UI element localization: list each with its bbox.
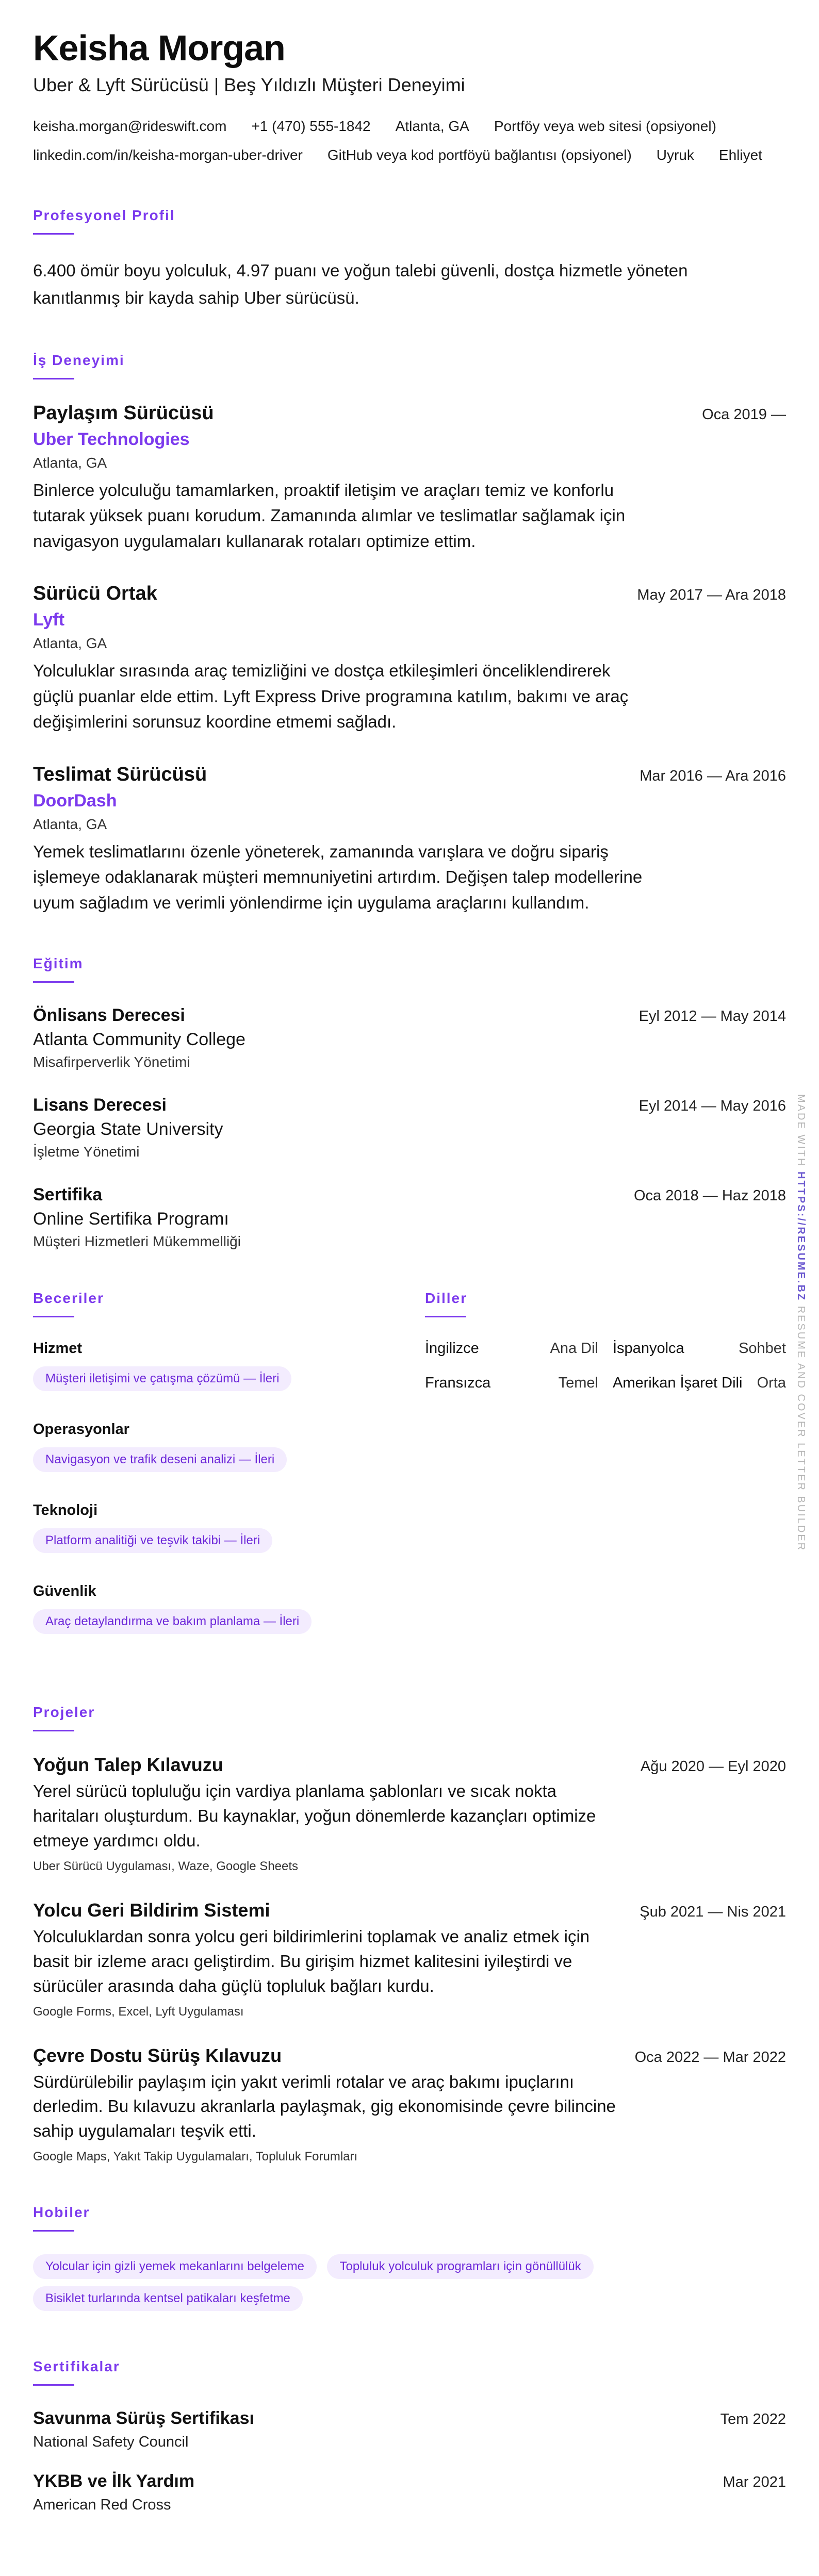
education-dates: Oca 2018 — Haz 2018 [633, 1187, 786, 1204]
profile-section [33, 207, 786, 312]
hobby-pill: Bisiklet turlarında kentsel patikaları keşfetme [33, 2286, 303, 2311]
experience-section [33, 352, 786, 916]
contact-nationality: Uyruk [656, 147, 694, 163]
contact-location: Atlanta, GA [395, 118, 469, 135]
language-name: Fransızca [425, 1375, 491, 1392]
language-level: Ana Dil [550, 1340, 598, 1357]
certifications-section [33, 2358, 786, 2514]
projects-section [33, 1704, 786, 2164]
skill-group-title: Teknoloji [33, 1502, 98, 1519]
section-title: Projeler [33, 1704, 95, 1721]
project-name: Çevre Dostu Sürüş Kılavuzu [33, 2044, 282, 2066]
language-name: İngilizce [425, 1340, 479, 1357]
language-level: Sohbet [739, 1340, 786, 1357]
job-dates: May 2017 — Ara 2018 [637, 587, 786, 604]
builder-credit [795, 1094, 816, 1552]
section-title: Diller [425, 1290, 468, 1307]
education-dates: Eyl 2014 — May 2016 [638, 1098, 786, 1115]
profile-summary: 6.400 ömür boyu yolculuk, 4.97 puanı ve yoğun talebi güvenli, dostça hizmetle yöneten kanıtlanmış bir kayda sahip Uber sürücüsü. [33, 261, 688, 308]
degree-name: Sertifika [33, 1185, 103, 1205]
job-location: Atlanta, GA [33, 816, 107, 832]
section-title: Eğitim [33, 955, 84, 972]
education-section [33, 955, 786, 1250]
certification-issuer: American Red Cross [33, 2497, 171, 2514]
section-divider [33, 2384, 74, 2386]
education-entry [33, 1095, 786, 1160]
certification-name: Savunma Sürüş Sertifikası [33, 2408, 254, 2429]
field-of-study: İşletme Yönetimi [33, 1144, 140, 1160]
section-title: Beceriler [33, 1290, 104, 1307]
project-tools: Uber Sürücü Uygulaması, Waze, Google Sheets [33, 1859, 299, 1874]
candidate-headline: Uber & Lyft Sürücüsü | Beş Yıldızlı Müşteri Deneyimi [33, 74, 465, 95]
project-dates: Şub 2021 — Nis 2021 [640, 1904, 786, 1921]
certification-entry [33, 2471, 786, 2514]
skill-group [33, 1583, 425, 1641]
education-dates: Eyl 2012 — May 2014 [638, 1008, 786, 1025]
job-title: Sürücü Ortak [33, 583, 157, 605]
language-level: Orta [757, 1375, 786, 1392]
skill-group-title: Hizmet [33, 1340, 83, 1357]
credit-link[interactable]: HTTPS://RESUME.BZ [795, 1171, 807, 1302]
education-entry [33, 1005, 786, 1070]
language-list [425, 1340, 786, 1392]
project-description: Yolculuklardan sonra yolcu geri bildirimlerini toplamak ve analiz etmek için basit bir izleme aracı geliştirdim. Bu girişim hizmet kalitesini iyileştirdi ve sürücüler arasında daha güçlü topluluk bağları kurdu. [33, 1927, 590, 1995]
skill-pill: Platform analitiği ve teşvik takibi — İleri [33, 1528, 272, 1553]
job-dates: Oca 2019 — [702, 406, 786, 423]
job-location: Atlanta, GA [33, 635, 107, 652]
job-description: Binlerce yolculuğu tamamlarken, proaktif iletişim ve araçları temiz ve konforlu tutarak yüksek puanı korudum. Zamanında alımlar ve teslimatlar sağlamak için navigasyon uygulamaları kullanarak rotaları optimize ettim. [33, 480, 626, 551]
project-entry [33, 2045, 786, 2165]
language-item [613, 1375, 786, 1392]
section-title: Hobiler [33, 2204, 90, 2221]
job-title: Paylaşım Sürücüsü [33, 402, 214, 424]
experience-entry [33, 583, 786, 735]
skill-group [33, 1340, 425, 1398]
certification-date: Mar 2021 [723, 2474, 786, 2491]
resume-header [33, 29, 786, 167]
project-dates: Oca 2022 — Mar 2022 [634, 2049, 786, 2066]
hobby-pill: Topluluk yolculuk programları için gönüllülük [327, 2254, 593, 2279]
section-divider [33, 1316, 74, 1317]
job-location: Atlanta, GA [33, 454, 107, 471]
credit-prefix: MADE WITH [795, 1094, 807, 1167]
project-description: Sürdürülebilir paylaşım için yakıt verimli rotalar ve araç bakımı ipuçlarını derledim. Bu kılavuzu akranlarla paylaşmak, gig ekonomisinde çevre bilincine sahip uygulamaları teşvik etti. [33, 2072, 616, 2141]
project-entry [33, 1754, 786, 1874]
contact-github[interactable]: GitHub veya kod portföyü bağlantısı (opsiyonel) [327, 147, 632, 163]
company-name: Uber Technologies [33, 429, 190, 449]
language-item [425, 1375, 598, 1392]
contact-linkedin[interactable]: linkedin.com/in/keisha-morgan-uber-driver [33, 147, 303, 163]
project-tools: Google Forms, Excel, Lyft Uygulaması [33, 2004, 244, 2019]
skill-pill: Araç detaylandırma ve bakım planlama — İleri [33, 1609, 312, 1634]
contact-list [33, 114, 786, 167]
contact-license: Ehliyet [718, 147, 762, 163]
section-divider [33, 378, 74, 379]
skills-section [33, 1290, 425, 1664]
school-name: Atlanta Community College [33, 1030, 245, 1050]
contact-email[interactable]: keisha.morgan@rideswift.com [33, 118, 227, 135]
school-name: Georgia State University [33, 1119, 223, 1140]
project-name: Yoğun Talep Kılavuzu [33, 1754, 223, 1776]
company-name: Lyft [33, 610, 65, 630]
school-name: Online Sertifika Programı [33, 1209, 229, 1229]
language-name: Amerikan İşaret Dili [613, 1375, 743, 1392]
section-divider [33, 233, 74, 235]
languages-section [425, 1290, 786, 1664]
field-of-study: Müşteri Hizmetleri Mükemmelliği [33, 1233, 241, 1250]
contact-phone[interactable]: +1 (470) 555-1842 [251, 118, 371, 135]
language-item [425, 1340, 598, 1357]
skill-pill: Navigasyon ve trafik deseni analizi — İleri [33, 1447, 287, 1472]
section-divider [33, 1730, 74, 1731]
skill-group-title: Operasyonlar [33, 1421, 129, 1438]
section-divider [33, 981, 74, 983]
section-title: İş Deneyimi [33, 352, 125, 368]
degree-name: Lisans Derecesi [33, 1095, 167, 1115]
language-name: İspanyolca [613, 1340, 684, 1357]
project-name: Yolcu Geri Bildirim Sistemi [33, 1900, 270, 1921]
language-level: Temel [558, 1375, 598, 1392]
degree-name: Önlisans Derecesi [33, 1005, 185, 1026]
credit-suffix: RESUME AND COVER LETTER BUILDER [795, 1306, 807, 1552]
project-dates: Ağu 2020 — Eyl 2020 [640, 1758, 786, 1775]
skill-group [33, 1421, 425, 1479]
section-divider [425, 1316, 466, 1317]
hobby-pill: Yolcular için gizli yemek mekanlarını belgeleme [33, 2254, 317, 2279]
project-description: Yerel sürücü topluluğu için vardiya planlama şablonları ve sıcak nokta haritaları oluşturdum. Bu kaynaklar, yoğun dönemlerde kazançları optimize etmeye yardımcı oldu. [33, 1781, 596, 1851]
experience-entry [33, 764, 786, 916]
builder-credit-text [795, 1094, 807, 1551]
contact-portfolio[interactable]: Portföy veya web sitesi (opsiyonel) [494, 118, 716, 135]
section-title: Sertifikalar [33, 2358, 120, 2375]
certification-name: YKBB ve İlk Yardım [33, 2471, 195, 2491]
certification-entry [33, 2408, 786, 2451]
hobbies-section [33, 2204, 786, 2318]
section-title: Profesyonel Profil [33, 207, 175, 224]
certification-issuer: National Safety Council [33, 2434, 189, 2451]
job-description: Yemek teslimatlarını özenle yöneterek, zamanında varışlara ve doğru sipariş işlemeye odaklanarak müşteri memnuniyetini artırdım. Değişen talep modellerine uyum sağladım ve verimli yönlendirme için uygulama araçlarını kullandım. [33, 841, 643, 912]
company-name: DoorDash [33, 790, 117, 811]
language-item [613, 1340, 786, 1357]
skill-group [33, 1502, 425, 1560]
project-tools: Google Maps, Yakıt Takip Uygulamaları, Topluluk Forumları [33, 2150, 358, 2164]
candidate-name: Keisha Morgan [33, 28, 285, 68]
skill-group-title: Güvenlik [33, 1583, 96, 1600]
job-dates: Mar 2016 — Ara 2016 [640, 767, 786, 784]
skills-languages-row [33, 1290, 786, 1664]
education-entry [33, 1185, 786, 1250]
resume-page [33, 29, 786, 2534]
project-entry [33, 1900, 786, 2019]
job-description: Yolculuklar sırasında araç temizliğini ve dostça etkileşimleri önceliklendirerek güçlü puanlar elde ettim. Lyft Express Drive programına katılım, bakımı ve araç değişimlerini sorunsuz koordine etmemi sağladı. [33, 661, 629, 732]
job-title: Teslimat Sürücüsü [33, 763, 207, 785]
certification-date: Tem 2022 [720, 2411, 786, 2428]
field-of-study: Misafirperverlik Yönetimi [33, 1054, 190, 1070]
section-divider [33, 2230, 74, 2232]
hobby-list [33, 2254, 786, 2318]
skill-pill: Müşteri iletişimi ve çatışma çözümü — İleri [33, 1366, 291, 1391]
experience-entry [33, 402, 786, 554]
